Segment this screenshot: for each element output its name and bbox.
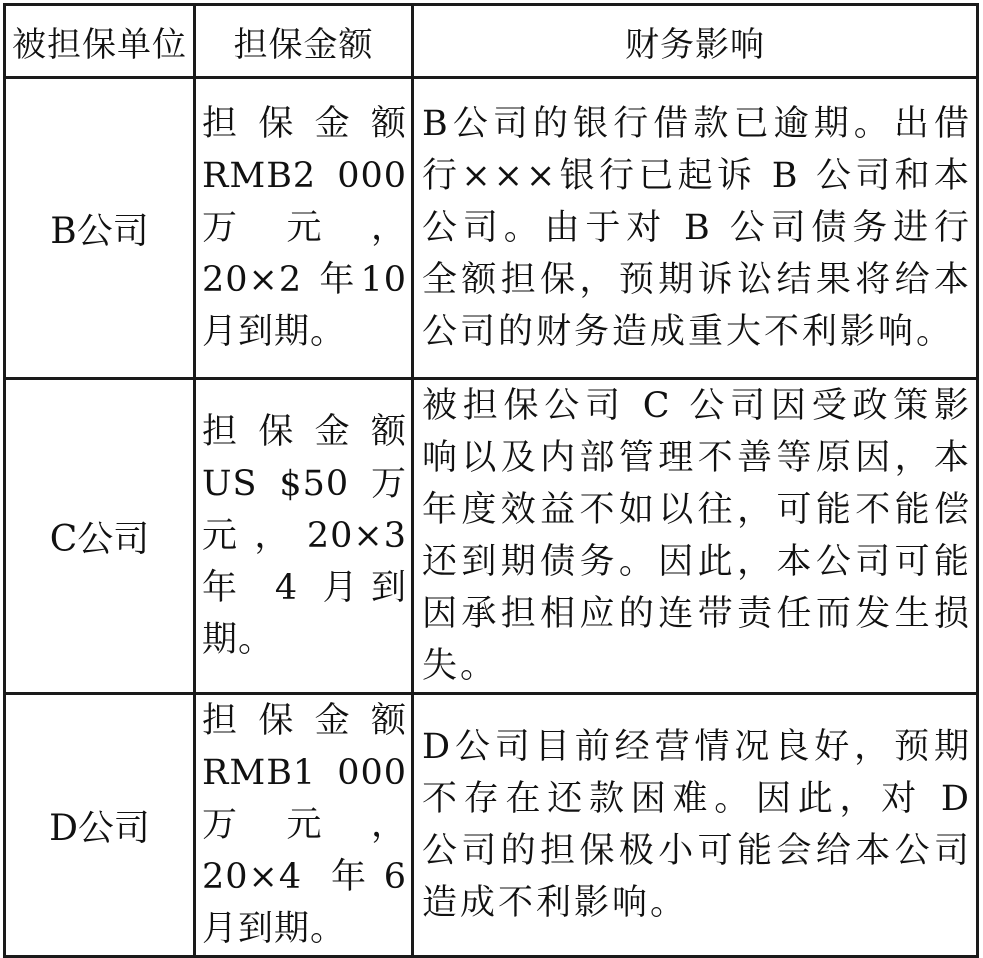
effect-cell: B公司的银行借款已逾期。出借行×××银行已起诉 B 公司和本公司。由于对 B 公司债务进行全额担保，预期诉讼结果将给本公司的财务造成重大不利影响。 bbox=[413, 78, 978, 379]
amount-cell: 担保金额 US $50 万 元，20×3 年 4 月到期。 bbox=[195, 379, 413, 694]
effect-cell: 被担保公司 C 公司因受政策影响以及内部管理不善等原因，本年度效益不如以往，可能不能偿还到期债务。因此，本公司可能因承担相应的连带责任而发生损失。 bbox=[413, 379, 978, 694]
table-row bbox=[5, 379, 978, 694]
unit-cell: B公司 bbox=[5, 78, 195, 379]
unit-cell: D公司 bbox=[5, 694, 195, 957]
table-row bbox=[5, 78, 978, 379]
amount-cell: 担 保 金 额 RMB1 000 万元，20×4 年6 月到期。 bbox=[195, 694, 413, 957]
effect-cell: D公司目前经营情况良好，预期不存在还款困难。因此，对 D 公司的担保极小可能会给本公司造成不利影响。 bbox=[413, 694, 978, 957]
header-unit: 被担保单位 bbox=[5, 5, 195, 78]
guarantee-table bbox=[3, 3, 979, 958]
header-amount: 担保金额 bbox=[195, 5, 413, 78]
header-row bbox=[5, 5, 978, 78]
amount-cell: 担 保 金 额 RMB2 000 万元，20×2 年10 月到期。 bbox=[195, 78, 413, 379]
table-row bbox=[5, 694, 978, 957]
unit-cell: C公司 bbox=[5, 379, 195, 694]
header-effect: 财务影响 bbox=[413, 5, 978, 78]
